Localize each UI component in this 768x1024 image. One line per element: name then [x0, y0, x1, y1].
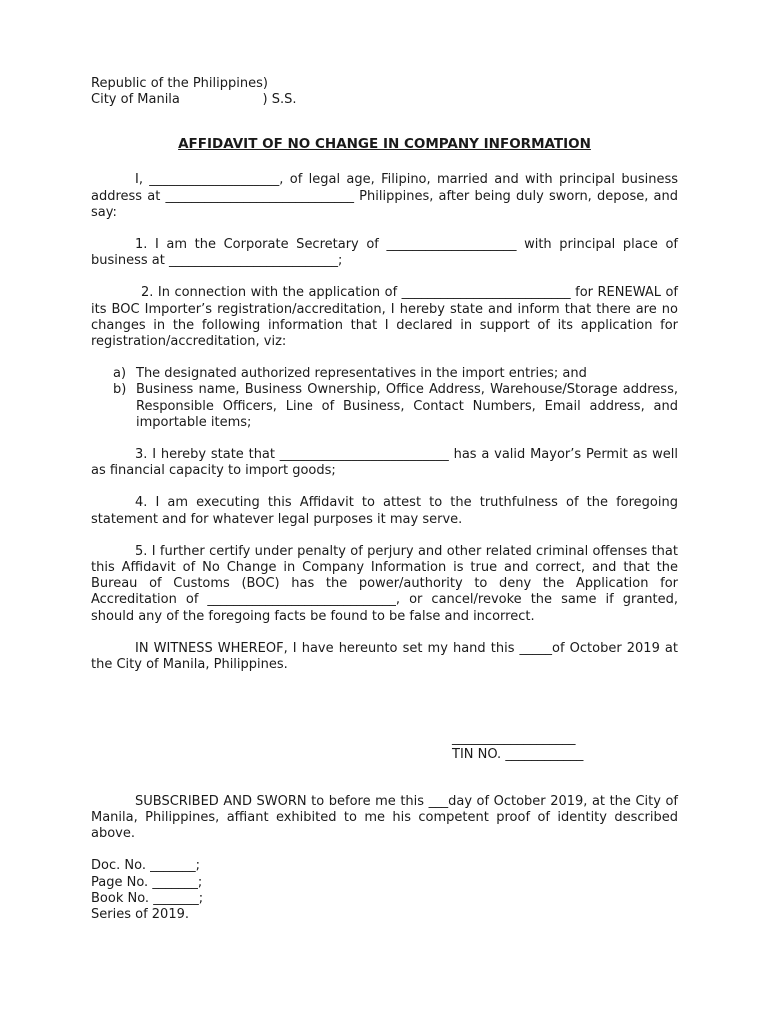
notarial-details	[91, 858, 678, 923]
paragraph-2: 2. In connection with the application of __________________________ for RENEWAL of its BOC Importer’s registration/accreditation, I hereby state and inform that there are no changes in the following information that I declared in support of its application for registration/accreditation, viz:	[91, 285, 678, 350]
list-item-text: The designated authorized representatives in the import entries; and	[136, 366, 587, 382]
paragraph-3: 3. I hereby state that __________________________ has a valid Mayor’s Permit as well as financial capacity to import goods;	[91, 447, 678, 479]
list-marker: a)	[113, 366, 127, 382]
doc-number: Doc. No. _______;	[91, 858, 200, 874]
paragraph-1: 1. I am the Corporate Secretary of ____________________ with principal place of business at __________________________;	[91, 237, 678, 269]
series-year: Series of 2019.	[91, 906, 189, 922]
document-title: AFFIDAVIT OF NO CHANGE IN COMPANY INFORMATION	[178, 136, 591, 153]
list-marker: b)	[113, 382, 127, 398]
affidavit-page	[91, 76, 678, 923]
page-number: Page No. _______;	[91, 874, 203, 890]
list-item	[91, 382, 678, 431]
venue-block	[91, 76, 678, 108]
paragraph-5: 5. I further certify under penalty of perjury and other related criminal offenses that this Affidavit of No Change in Company Information is true and correct, and that the Bureau of Customs (BOC) has the power/authority to deny the Application for Accreditation of _____________________________, or cancel/revoke the same if granted, should any of the foregoing facts be found to be false and incorrect.	[91, 543, 678, 624]
info-list	[91, 366, 678, 431]
jurat-paragraph: SUBSCRIBED AND SWORN to before me this ___day of October 2019, at the City of Manila, Philippines, affiant exhibited to me his competent proof of identity described above.	[91, 793, 678, 842]
paragraph-4: 4. I am executing this Affidavit to attest to the truthfulness of the foregoing statement and for whatever legal purposes it may serve.	[91, 495, 678, 527]
signature-line: ___________________	[452, 731, 576, 747]
venue-republic: Republic of the Philippines)	[91, 76, 268, 91]
list-item	[91, 366, 678, 382]
intro-paragraph: I, ____________________, of legal age, Filipino, married and with principal business address at _____________________________ Philippines, after being duly sworn, depose, and say:	[91, 172, 678, 220]
venue-city: City of Manila ) S.S.	[91, 92, 297, 108]
list-item-text: Business name, Business Ownership, Office Address, Warehouse/Storage address, Responsible Officers, Line of Business, Contact Numbers, Email address, and importable items;	[136, 382, 678, 430]
tin-number: TIN NO. ____________	[452, 747, 584, 763]
witness-paragraph: IN WITNESS WHEREOF, I have hereunto set my hand this _____of October 2019 at the City of Manila, Philippines.	[91, 640, 678, 673]
signature-block	[452, 731, 678, 763]
book-number: Book No. _______;	[91, 890, 204, 906]
